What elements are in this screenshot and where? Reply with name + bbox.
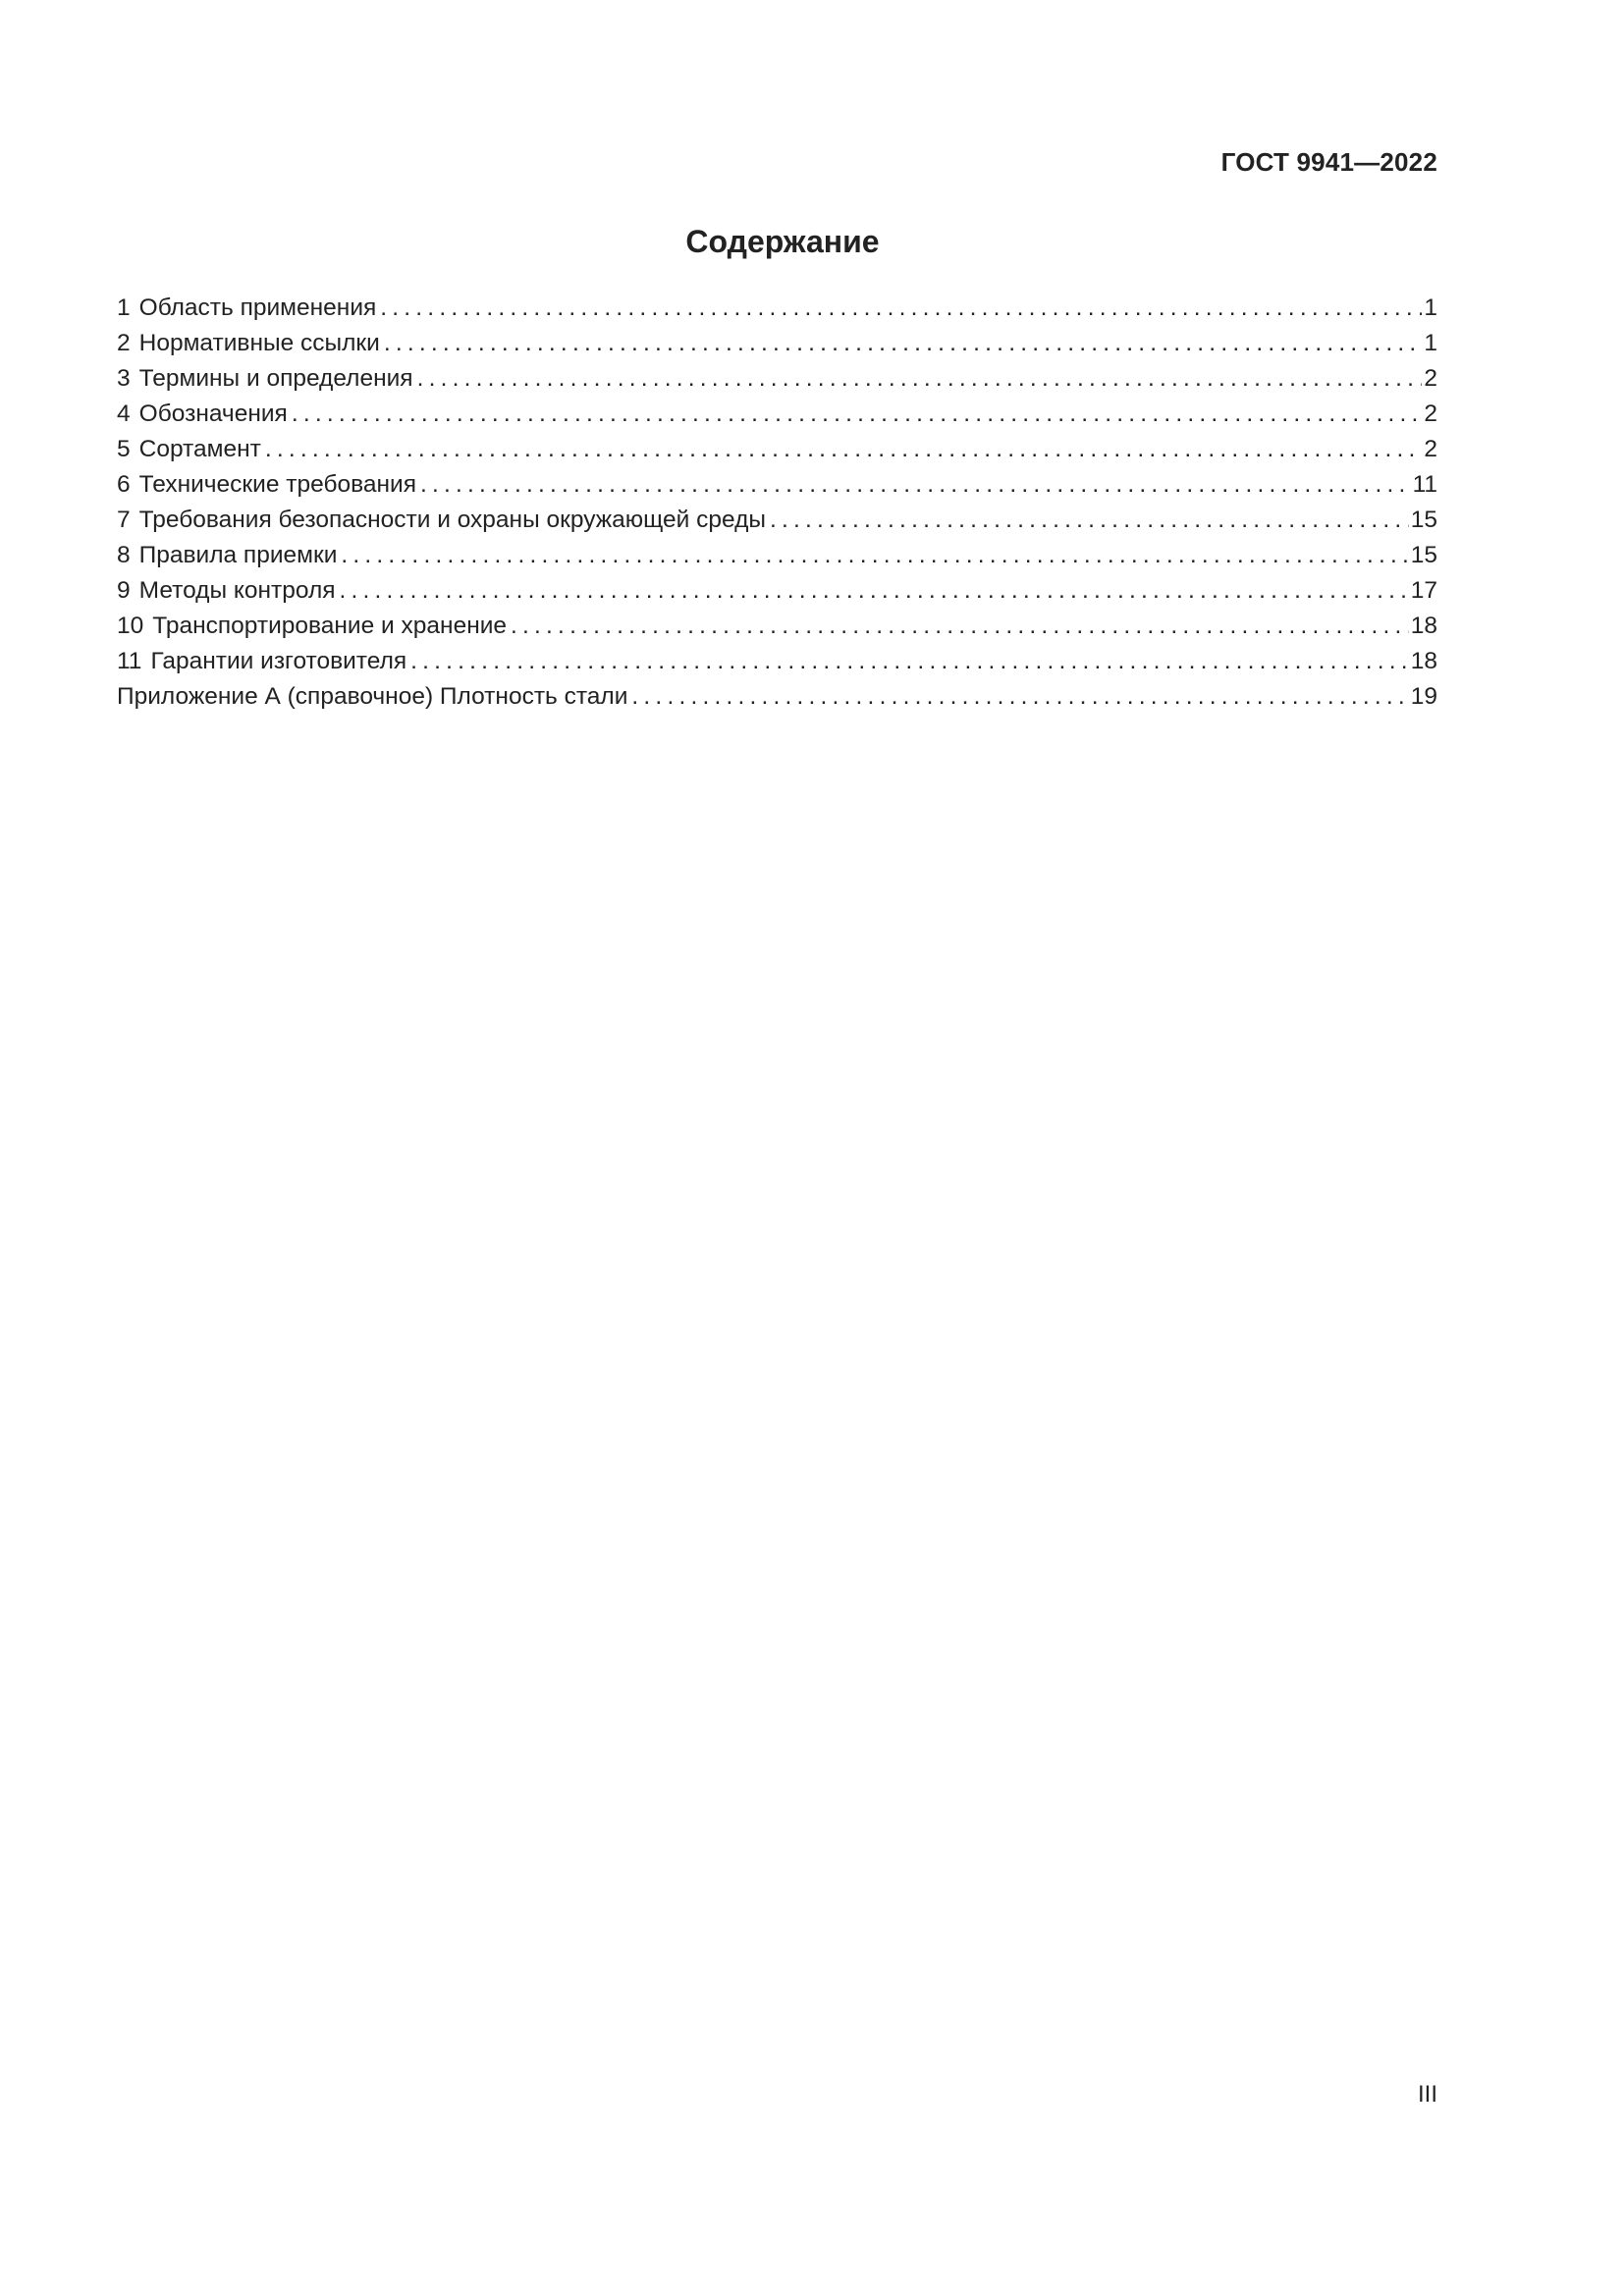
toc-entry-page: 18 [1410,648,1437,674]
toc-entry-number: 7 [117,507,131,533]
toc-entry-label: Сортамент [138,436,261,462]
toc-entry-page: 17 [1410,577,1437,604]
toc-entry[interactable] [117,609,1437,644]
toc-entry-appendix[interactable] [117,679,1437,715]
toc-dot-leader [337,538,1408,573]
table-of-contents [117,291,1437,715]
toc-entry[interactable] [117,538,1437,573]
toc-dot-leader [336,573,1409,609]
toc-entry-number: 3 [117,365,131,392]
toc-entry-page: 15 [1410,507,1437,533]
toc-entry-number: 11 [117,648,142,674]
toc-dot-leader [288,397,1423,432]
toc-entry-page: 1 [1424,330,1437,356]
toc-entry-number: 2 [117,330,131,356]
page-number: III [1417,2081,1437,2108]
toc-entry-label: Технические требования [138,471,416,498]
toc-entry-label: Область применения [138,294,377,321]
toc-entry[interactable] [117,361,1437,397]
toc-title: Содержание [685,224,880,259]
toc-dot-leader [376,291,1422,326]
toc-entry-label: Обозначения [138,400,288,427]
toc-entry-page: 1 [1424,294,1437,321]
toc-entry-label: Термины и определения [138,365,413,392]
toc-entry[interactable] [117,573,1437,609]
toc-entry-number: 8 [117,542,131,568]
toc-entry-label: Требования безопасности и охраны окружающей среды [138,507,766,533]
toc-dot-leader [413,361,1423,397]
toc-dot-leader [406,644,1409,679]
toc-entry-label: Приложение А (справочное) Плотность стали [117,683,628,710]
toc-entry-page: 2 [1424,365,1437,392]
toc-entry-page: 19 [1410,683,1437,710]
toc-dot-leader [627,679,1408,715]
toc-entry-number: 9 [117,577,131,604]
toc-entry[interactable] [117,291,1437,326]
toc-dot-leader [261,432,1423,467]
toc-entry[interactable] [117,503,1437,538]
toc-entry[interactable] [117,397,1437,432]
toc-entry-number: 10 [117,613,144,639]
toc-entry-number: 5 [117,436,131,462]
toc-entry-page: 11 [1412,471,1437,498]
toc-entry-page: 2 [1424,436,1437,462]
toc-entry[interactable] [117,432,1437,467]
toc-dot-leader [766,503,1409,538]
toc-entry-page: 2 [1424,400,1437,427]
toc-dot-leader [416,467,1411,503]
toc-entry-number: 1 [117,294,131,321]
toc-dot-leader [507,609,1409,644]
toc-entry-number: 6 [117,471,131,498]
document-code: ГОСТ 9941—2022 [1220,147,1437,177]
toc-entry-page: 18 [1410,613,1437,639]
toc-entry-page: 15 [1410,542,1437,568]
toc-entry[interactable] [117,326,1437,361]
toc-entry[interactable] [117,467,1437,503]
toc-entry-label: Транспортирование и хранение [152,613,508,639]
toc-dot-leader [380,326,1423,361]
toc-entry[interactable] [117,644,1437,679]
toc-entry-number: 4 [117,400,131,427]
toc-entry-label: Нормативные ссылки [138,330,380,356]
toc-entry-label: Методы контроля [138,577,336,604]
toc-entry-label: Гарантии изготовителя [150,648,407,674]
toc-entry-label: Правила приемки [138,542,338,568]
